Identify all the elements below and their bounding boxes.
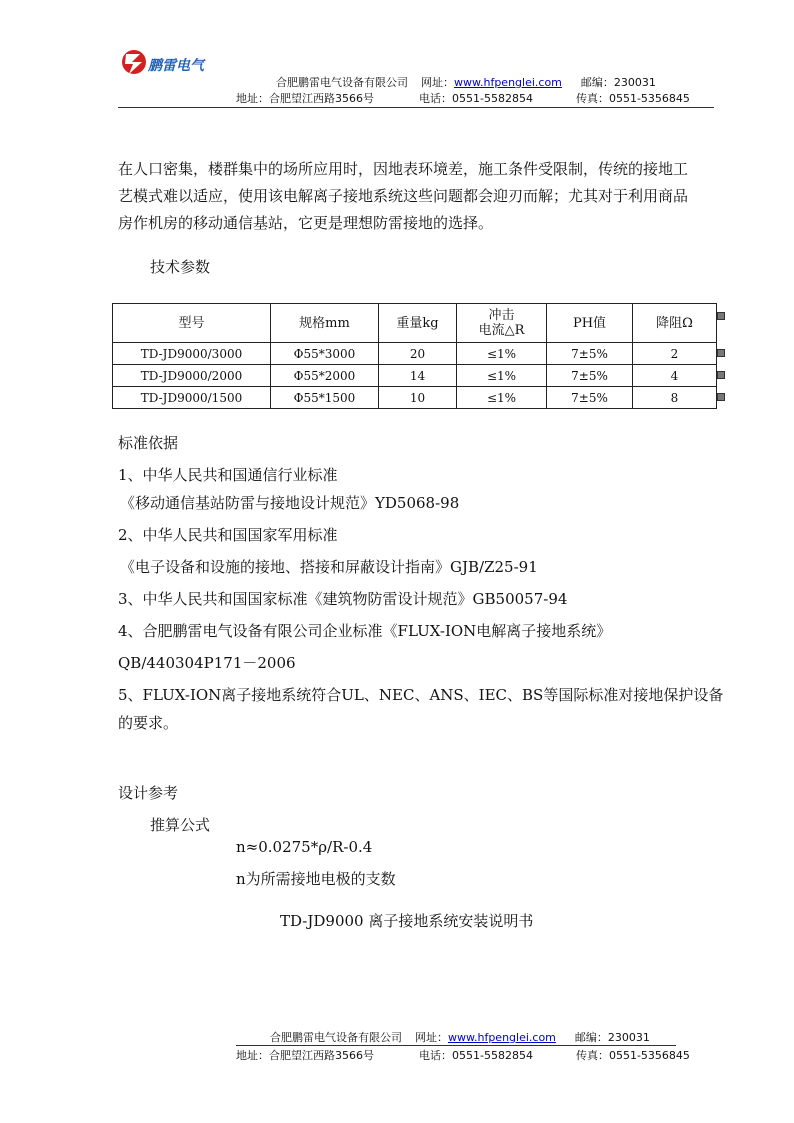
table-cell: 10	[379, 387, 457, 409]
header-zip: 邮编：230031	[580, 76, 656, 89]
standard-item: 1、中华人民共和国通信行业标准	[118, 466, 338, 484]
impulse-header-text: 冲击 电流△R	[478, 308, 525, 338]
header-company-line	[276, 74, 656, 90]
table-cell: 4	[633, 365, 717, 387]
footer-fax: 传真：0551-5356845	[575, 1049, 690, 1062]
row-end-marker-icon	[717, 371, 725, 379]
standard-item: 2、中华人民共和国国家军用标准	[118, 526, 338, 544]
table-cell: Φ55*1500	[271, 387, 379, 409]
footer-web-label: 网址：	[415, 1031, 448, 1044]
header-web-link[interactable]: www.hfpenglei.com	[454, 76, 562, 89]
table-cell: ≤1%	[457, 365, 547, 387]
table-cell: 7±5%	[547, 365, 633, 387]
table-cell: Φ55*2000	[271, 365, 379, 387]
footer-phone: 电话：0551-5582854	[419, 1049, 533, 1062]
formula-note: n为所需接地电极的支数	[236, 870, 396, 888]
table-header-cell: PH值	[547, 304, 633, 343]
standard-item: 《移动通信基站防雷与接地设计规范》YD5068-98	[120, 494, 460, 512]
table-header-cell: 型号	[113, 304, 271, 343]
table-cell: TD-JD9000/1500	[113, 387, 271, 409]
standard-item: 《电子设备和设施的接地、搭接和屏蔽设计指南》GJB/Z25-91	[120, 558, 538, 576]
table-cell: 2	[633, 343, 717, 365]
table-cell: 14	[379, 365, 457, 387]
table-cell: TD-JD9000/3000	[113, 343, 271, 365]
standard-item: 3、中华人民共和国国家标准《建筑物防雷设计规范》GB50057-94	[118, 590, 568, 608]
footer-company: 合肥鹏雷电气设备有限公司	[270, 1031, 402, 1044]
table-row	[113, 343, 717, 365]
footer-company-line	[270, 1029, 650, 1045]
table-cell: 20	[379, 343, 457, 365]
tech-params-heading: 技术参数	[150, 258, 211, 276]
table-row	[113, 387, 717, 409]
standard-item: 的要求。	[118, 714, 179, 732]
row-end-marker-icon	[717, 312, 725, 320]
table-cell: Φ55*3000	[271, 343, 379, 365]
table-row	[113, 365, 717, 387]
standard-item: 5、FLUX-ION离子接地系统符合UL、NEC、ANS、IEC、BS等国际标准对接地保护设备	[118, 686, 724, 704]
standard-item: 4、合肥鹏雷电气设备有限公司企业标准《FLUX-ION电解离子接地系统》	[118, 622, 612, 640]
footer-contact-line	[236, 1047, 690, 1063]
row-end-marker-icon	[717, 393, 725, 401]
header-divider	[118, 107, 714, 108]
header-contact-line	[236, 90, 690, 106]
design-heading: 设计参考	[118, 784, 179, 802]
table-cell: ≤1%	[457, 387, 547, 409]
table-cell: ≤1%	[457, 343, 547, 365]
table-header-cell	[457, 304, 547, 343]
header-address: 地址：合肥望江西路3566号	[236, 92, 374, 105]
intro-paragraph: 在人口密集，楼群集中的场所应用时，因地表环境差，施工条件受限制，传统的接地工艺模式难以适应，使用该电解离子接地系统这些问题都会迎刃而解；尤其对于利用商品房作机房的移动通信基站，它更是理想防雷接地的选择。	[118, 160, 689, 232]
table-header-row	[113, 304, 717, 343]
table-header-cell: 降阻Ω	[633, 304, 717, 343]
spec-table	[112, 303, 717, 409]
row-end-marker-icon	[717, 349, 725, 357]
footer-address: 地址：合肥望江西路3566号	[236, 1049, 374, 1062]
manual-title: TD-JD9000 离子接地系统安装说明书	[280, 912, 534, 930]
table-cell: 8	[633, 387, 717, 409]
header-company: 合肥鹏雷电气设备有限公司	[276, 76, 408, 89]
footer-web-link[interactable]: www.hfpenglei.com	[448, 1031, 556, 1044]
formula-heading: 推算公式	[150, 816, 211, 834]
header-web-label: 网址：	[421, 76, 454, 89]
header-fax: 传真：0551-5356845	[575, 92, 690, 105]
footer-divider	[236, 1045, 676, 1046]
standards-heading: 标准依据	[118, 434, 179, 452]
table-header-cell: 规格mm	[271, 304, 379, 343]
table-header-cell: 重量kg	[379, 304, 457, 343]
table-cell: 7±5%	[547, 387, 633, 409]
footer-zip: 邮编：230031	[574, 1031, 650, 1044]
header-phone: 电话：0551-5582854	[419, 92, 533, 105]
table-cell: 7±5%	[547, 343, 633, 365]
formula: n≈0.0275*ρ/R-0.4	[236, 838, 373, 856]
table-cell: TD-JD9000/2000	[113, 365, 271, 387]
logo-text: 鹏雷电气	[148, 58, 204, 74]
standard-item: QB/440304P171－2006	[118, 654, 296, 672]
company-logo	[120, 44, 220, 84]
